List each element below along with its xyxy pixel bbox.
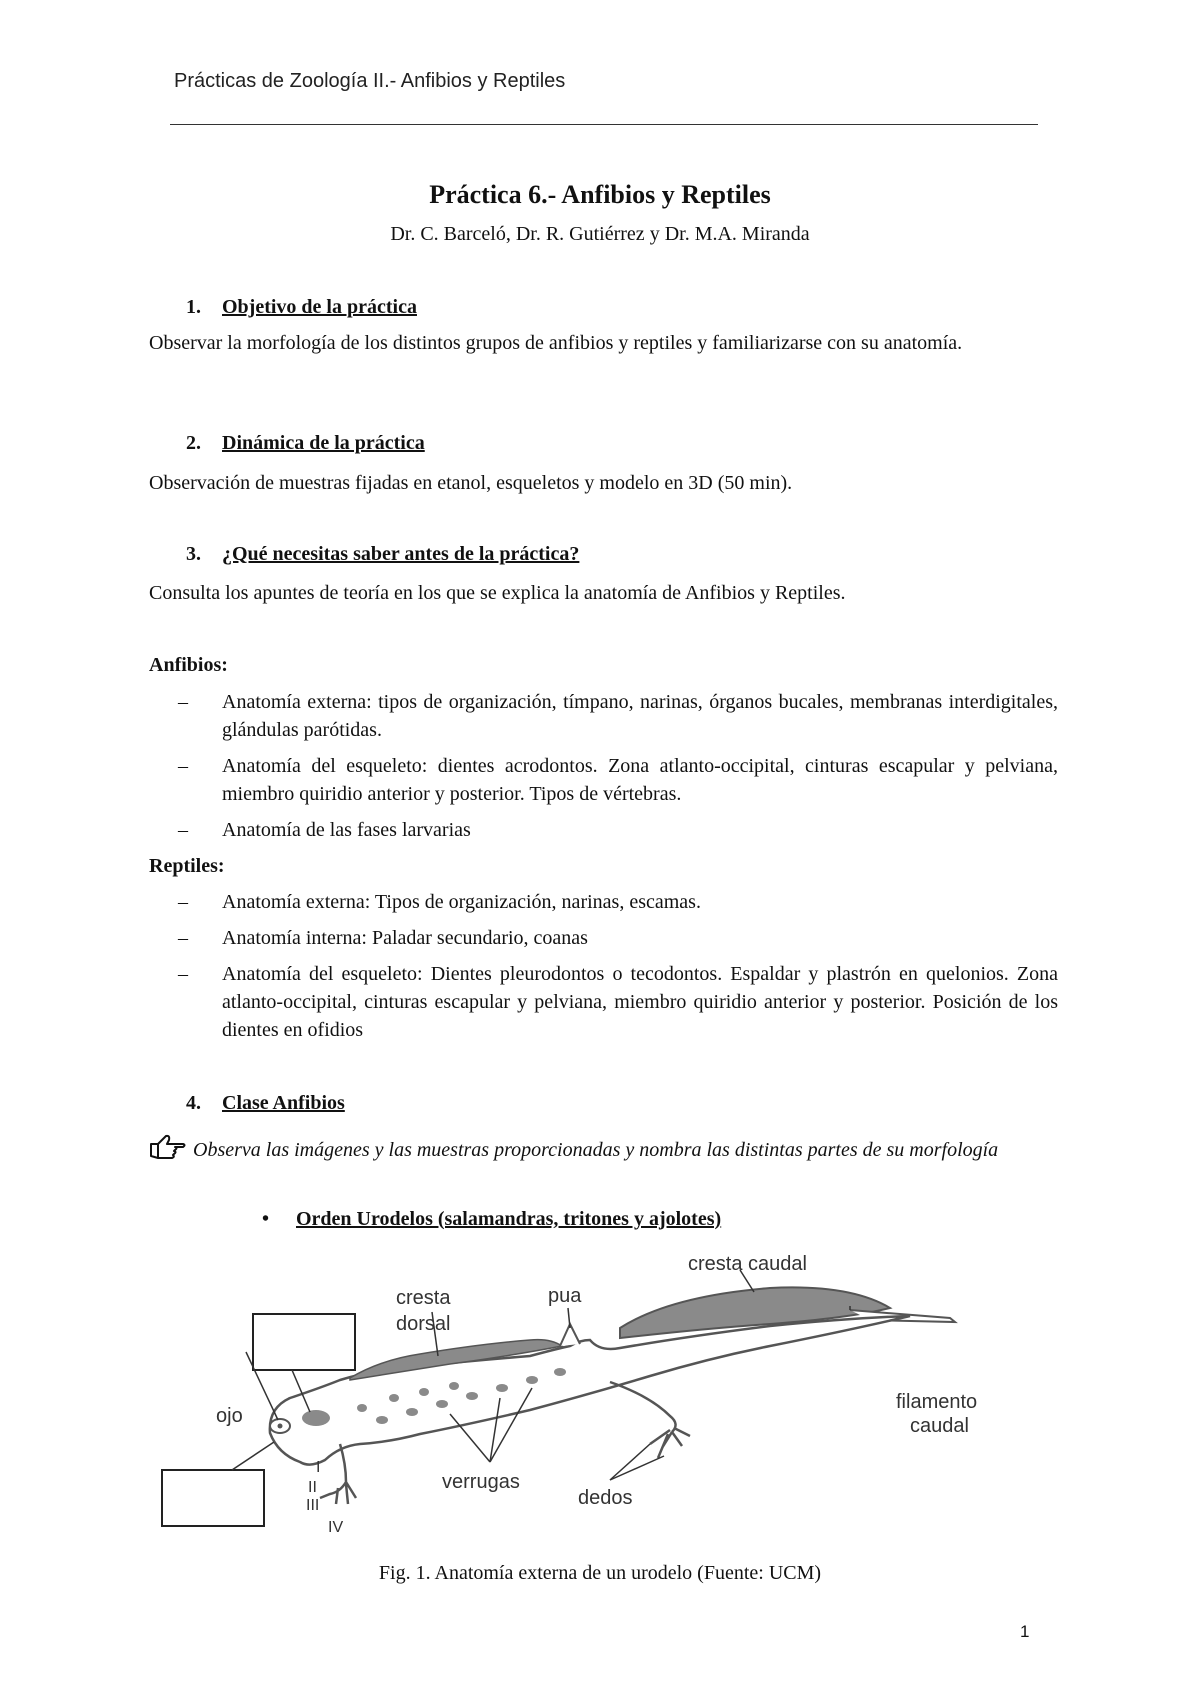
label-cresta-line1: cresta: [396, 1287, 451, 1309]
section-number: 4.: [186, 1092, 201, 1114]
header-rule: [170, 124, 1038, 125]
pointing-hand-icon: [149, 1134, 187, 1168]
hind-leg: [610, 1382, 690, 1458]
list-item: – Anatomía externa: tipos de organización, tímpano, narinas, órganos bucales, membranas interdigitales, glándulas parótidas.: [178, 688, 1058, 744]
anfibios-list: [178, 688, 1058, 852]
label-pua: pua: [548, 1285, 582, 1307]
label-dedos: dedos: [578, 1487, 633, 1509]
list-item: – Anatomía interna: Paladar secundario, coanas: [178, 924, 1058, 952]
section-number: 1.: [186, 296, 201, 318]
section-title: Clase Anfibios: [222, 1092, 345, 1114]
parotid-gland: [302, 1410, 330, 1426]
running-header: Prácticas de Zoología II.- Anfibios y Reptiles: [174, 70, 566, 92]
list-item: – Anatomía del esqueleto: Dientes pleurodontos o tecodontos. Espaldar y plastrón en quelonios. Zona atlanto-occipital, cinturas escapular y pelviana, miembro quiridio anterior y posterior. Posición de los dientes en ofidios: [178, 960, 1058, 1044]
instruction-text: Observa las imágenes y las muestras proporcionadas y nombra las distintas partes de su morfología: [193, 1139, 999, 1161]
order-title: Orden Urodelos (salamandras, tritones y ajolotes): [296, 1208, 722, 1230]
authors: Dr. C. Barceló, Dr. R. Gutiérrez y Dr. M.A. Miranda: [390, 223, 810, 245]
pupil: [278, 1424, 283, 1429]
bullet-dot-icon: •: [262, 1208, 270, 1230]
page-title: Práctica 6.- Anfibios y Reptiles: [429, 180, 771, 209]
reptiles-list: [178, 888, 1058, 1052]
label-verrugas: verrugas: [442, 1471, 520, 1493]
label-digit-II: II: [308, 1479, 317, 1496]
figure-caption: Fig. 1. Anatomía externa de un urodelo (Fuente: UCM): [378, 1562, 822, 1584]
instruction-note: [149, 1134, 1049, 1168]
section-title: Objetivo de la práctica: [222, 296, 417, 318]
urodele-figure: [150, 1248, 1010, 1558]
label-ojo: ojo: [216, 1405, 243, 1427]
page-number: 1: [1020, 1622, 1030, 1641]
section-text-dinamica: Observación de muestras fijadas en etanol, esqueletos y modelo en 3D (50 min).: [149, 472, 793, 494]
label-cresta-line2: dorsal: [396, 1313, 451, 1335]
section-number: 3.: [186, 543, 201, 565]
list-item: – Anatomía de las fases larvarias: [178, 816, 1058, 844]
label-filamento-line1: filamento: [896, 1391, 978, 1413]
label-filamento-line2: caudal: [910, 1415, 969, 1437]
label-cresta-caudal: cresta caudal: [688, 1253, 807, 1275]
anfibios-heading: Anfibios:: [149, 654, 228, 676]
answer-box-upper: [253, 1314, 355, 1370]
section-number: 2.: [186, 432, 201, 454]
answer-box-lower: [162, 1470, 264, 1526]
section-title: Dinámica de la práctica: [222, 432, 425, 454]
section-text-objetivo: Observar la morfología de los distintos grupos de anfibios y reptiles y familiarizarse con su anatomía.: [149, 332, 963, 354]
list-item: – Anatomía externa: Tipos de organización, narinas, escamas.: [178, 888, 1058, 916]
label-digit-III: III: [306, 1497, 320, 1514]
label-digit-I: I: [316, 1459, 321, 1476]
section-title: ¿Qué necesitas saber antes de la práctica?: [222, 543, 580, 565]
reptiles-heading: Reptiles:: [149, 855, 225, 877]
label-digit-IV: IV: [328, 1519, 344, 1536]
list-item: – Anatomía del esqueleto: dientes acrodontos. Zona atlanto-occipital, cinturas escapular y pelviana, miembro quiridio anterior y posterior. Tipos de vértebras.: [178, 752, 1058, 808]
section-text-saber: Consulta los apuntes de teoría en los que se explica la anatomía de Anfibios y Reptiles.: [149, 582, 846, 604]
body-outline: [270, 1316, 910, 1465]
